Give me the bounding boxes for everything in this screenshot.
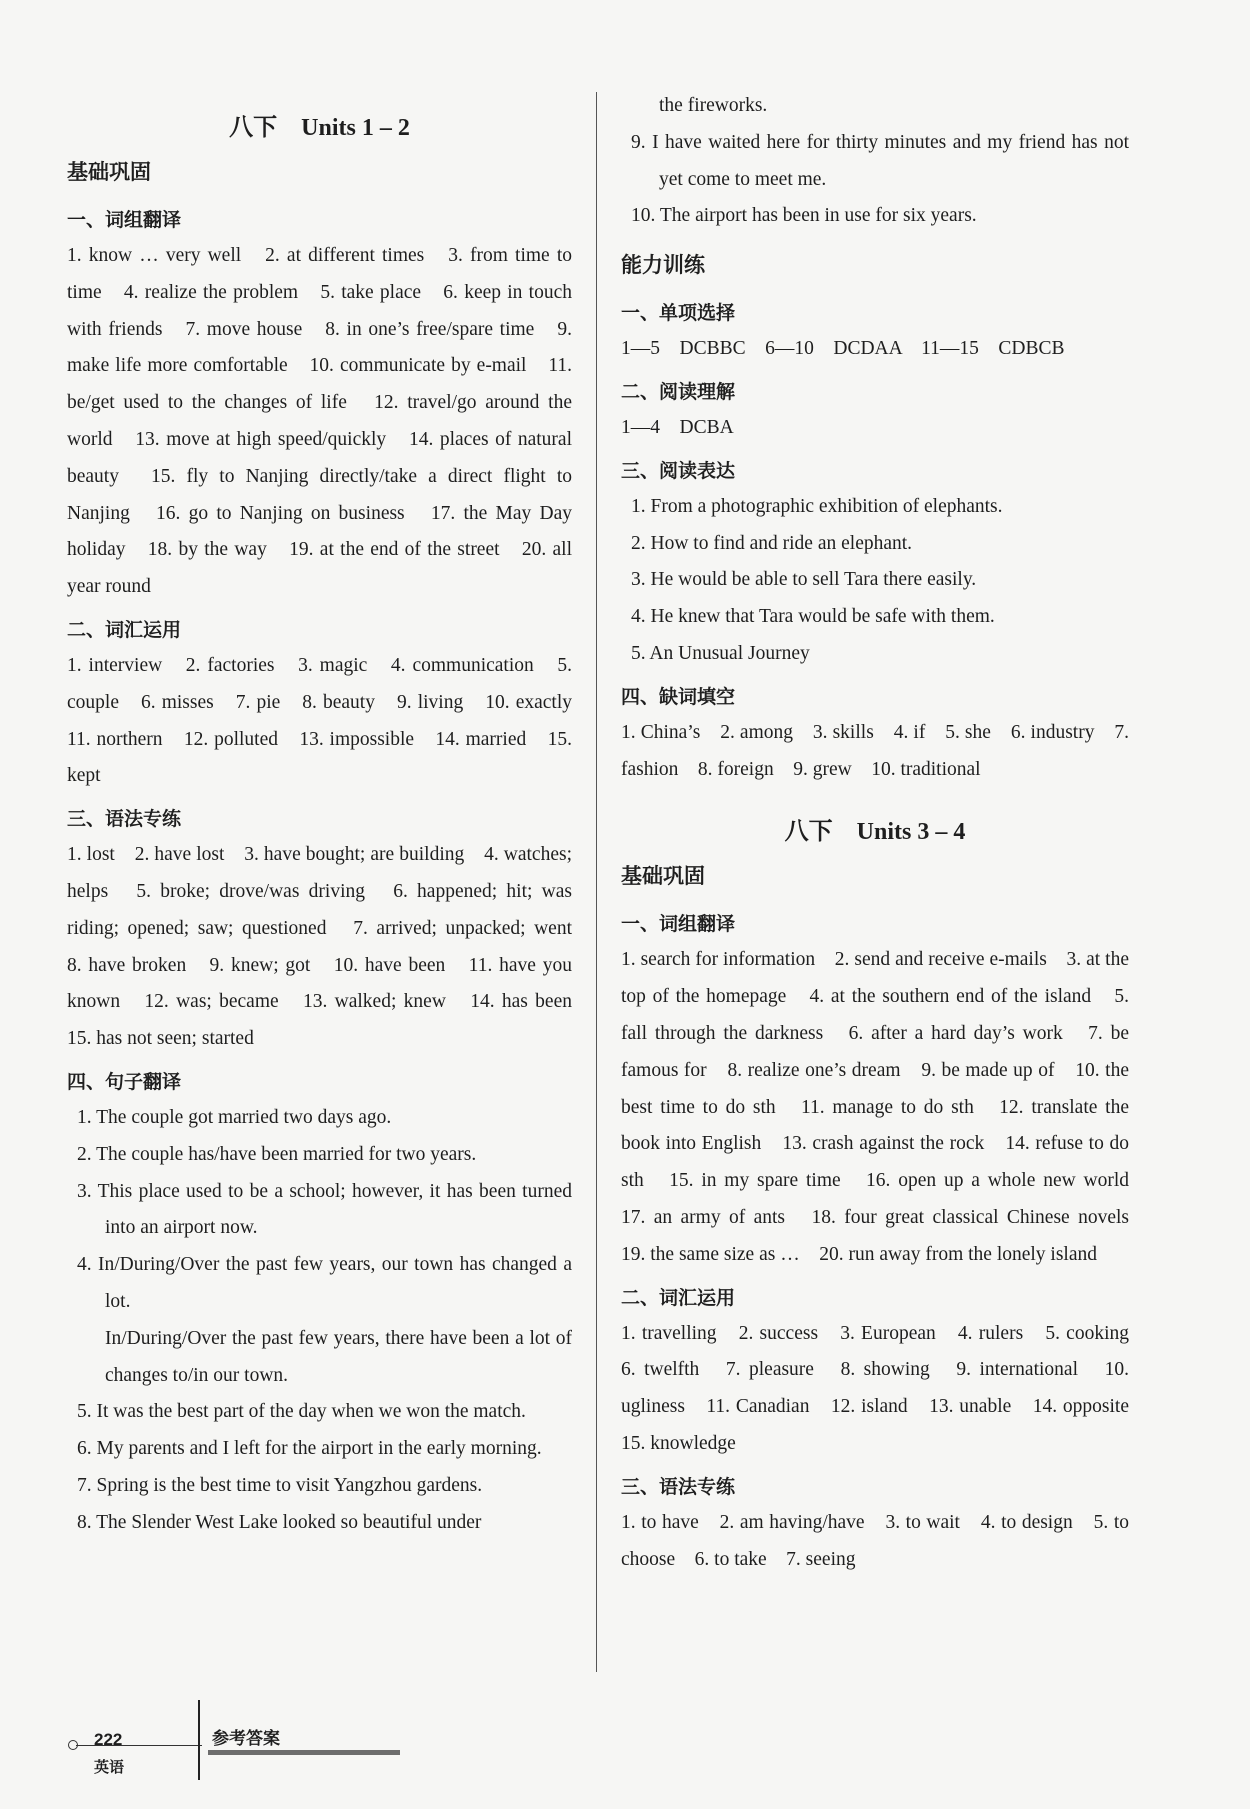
page-footer: [62, 1700, 362, 1790]
column-divider: [596, 92, 597, 1672]
sentence-answer-alt: In/During/Over the past few years, there have been a lot of changes to/in our town.: [105, 1327, 572, 1386]
heading-multiple-choice: 一、单项选择: [621, 302, 736, 325]
phrase-answers: 1. search for information 2. send and receive e-mails 3. at the top of the homepage 4. at the southern end of the island 5. fall through the darkness 6. after a hard day’s work 7. be famous for 8. realize one’s dream 9. be made up of 10. the best time to do sth 11. manage to do sth 12. translate the book into English 13. crash against the rock 14. refuse to do sth 15. in my spare time 16. open up a whole new world 17. an army of ants 18. four great classical Chinese novels 19. the same size as … 20. run away from the lonely island: [621, 949, 1149, 1265]
section-basic: 基础巩固: [67, 160, 151, 184]
sentence-answer: 1. The couple got married two days ago.: [77, 1106, 392, 1128]
sentence-answer: 6. My parents and I left for the airport in the early morning.: [77, 1438, 542, 1460]
heading-reading: 二、阅读理解: [621, 380, 736, 403]
footer-separator: [198, 1700, 200, 1780]
section-basic: 基础巩固: [621, 864, 705, 889]
unit-title-3-4: 八下 Units 3 – 4: [784, 819, 966, 846]
grammar-answers: 1. lost 2. have lost 3. have bought; are building 4. watches; helps 5. broke; drove/was driving 6. happened; hit; was riding; opened; saw; questioned 7. arrived; unpacked; went 8. have broken 9. knew; got 10. have been 11. have you known 12. was; became 13. walked; knew 14. has been 15. has not seen; started: [67, 844, 592, 1050]
heading-grammar: 三、语法专练: [67, 808, 182, 831]
section-ability: 能力训练: [621, 253, 705, 278]
heading-sentence-translation: 四、句子翻译: [67, 1070, 182, 1093]
reading-expression-answer: 2. How to find and ride an elephant.: [631, 532, 913, 554]
cloze-answers: 1. China’s 2. among 3. skills 4. if 5. she 6. industry 7. fashion 8. foreign 9. grew 10. traditional: [621, 721, 1129, 780]
reading-expression-answer: 5. An Unusual Journey: [631, 642, 810, 664]
heading-phrase-translation: 一、词组翻译: [621, 913, 736, 936]
heading-cloze: 四、缺词填空: [621, 685, 736, 708]
multiple-choice-answers: 1—5 DCBBC 6—10 DCDAA 11—15 CDBCB: [621, 338, 1065, 360]
grammar-answers: 1. to have 2. am having/have 3. to wait 4. to design 5. to choose 6. to take 7. seeing: [621, 1511, 1129, 1570]
heading-vocabulary: 二、词汇运用: [67, 618, 182, 641]
sentence-answer: 5. It was the best part of the day when we won the match.: [77, 1401, 526, 1423]
heading-phrase-translation: 一、词组翻译: [67, 209, 182, 231]
reading-answers: 1—4 DCBA: [621, 416, 734, 438]
phrase-answers: 1. know … very well 2. at different times 3. from time to time 4. realize the problem 5. take place 6. keep in touch with friends 7. move house 8. in one’s free/spare time 9. make life more comfortable 10. communicate by e-mail 11. be/get used to the changes of life 12. travel/go around the world 13. move at high speed/quickly 14. places of natural beauty 15. fly to Nanjing directly/take a direct flight to Nanjing 16. go to Nanjing on business 17. the May Day holiday 18. by the way 19. at the end of the street 20. all year round: [67, 245, 572, 598]
footer-subject: 英语: [94, 1758, 125, 1776]
heading-reading-expression: 三、阅读表达: [621, 459, 736, 482]
sentence-answer: 2. The couple has/have been married for two years.: [77, 1143, 477, 1165]
sentence-answer: 3. This place used to be a school; however, it has been turned into an airport now.: [77, 1180, 572, 1239]
footer-reference-label: 参考答案: [212, 1729, 280, 1749]
page-number: 222: [94, 1730, 123, 1749]
sentence-answer: 9. I have waited here for thirty minutes and my friend has not yet come to meet me.: [631, 131, 1129, 190]
reading-expression-answer: 4. He knew that Tara would be safe with them.: [631, 606, 995, 628]
sentence-answer: 10. The airport has been in use for six years.: [631, 205, 977, 227]
sentence-answer: 8. The Slender West Lake looked so beautiful under: [77, 1511, 482, 1533]
left-column: [67, 88, 592, 1542]
footer-bar: [208, 1750, 400, 1755]
vocabulary-answers: 1. interview 2. factories 3. magic 4. communication 5. couple 6. misses 7. pie 8. beauty 9. living 10. exactly 11. northern 12. polluted 13. impossible 14. married 15. kept: [67, 654, 592, 787]
heading-vocabulary: 二、词汇运用: [621, 1286, 736, 1309]
sentence-answer: 4. In/During/Over the past few years, our town has changed a lot.: [77, 1254, 572, 1312]
unit-title-1-2: 八下 Units 1 – 2: [229, 115, 410, 141]
sentence-answer: 7. Spring is the best time to visit Yangzhou gardens.: [77, 1474, 483, 1496]
reading-expression-answer: 3. He would be able to sell Tara there easily.: [631, 569, 977, 591]
heading-grammar: 三、语法专练: [621, 1475, 736, 1498]
reading-expression-answer: 1. From a photographic exhibition of elephants.: [631, 495, 1003, 517]
sentence-answer-cont: the fireworks.: [659, 95, 768, 116]
right-column: [621, 88, 1149, 1578]
vocabulary-answers: 1. travelling 2. success 3. European 4. rulers 5. cooking 6. twelfth 7. pleasure 8. showing 9. international 10. ugliness 11. Canadian 12. island 13. unable 14. opposite 15. knowledge: [621, 1322, 1149, 1454]
